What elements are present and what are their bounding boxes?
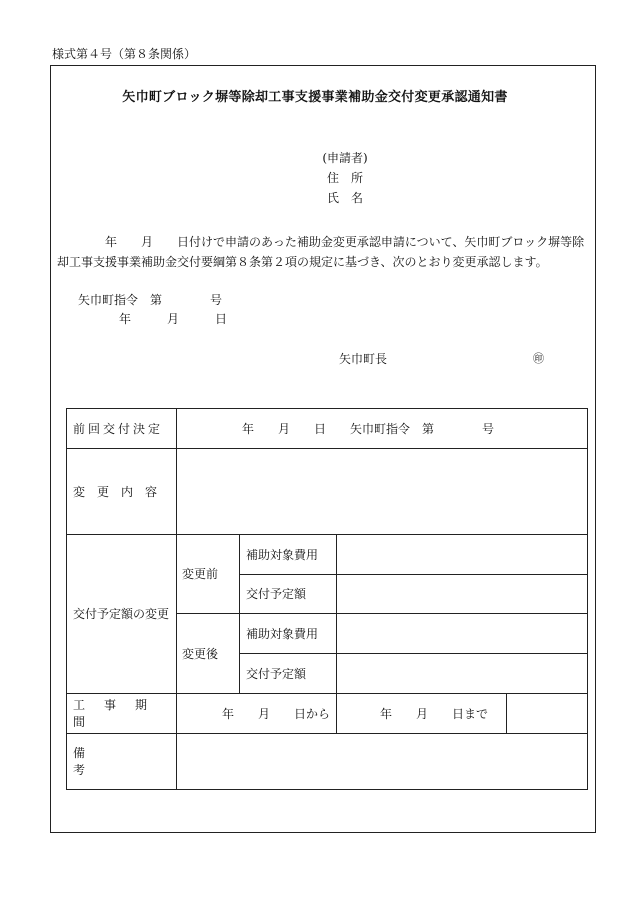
period-label: 工事期間 bbox=[73, 698, 167, 729]
mayor-title: 矢巾町長 bbox=[339, 352, 388, 366]
before-eligible-cost-field[interactable] bbox=[337, 534, 587, 574]
after-label: 変更後 bbox=[182, 646, 219, 661]
applicant-address-label: 住 所 bbox=[326, 171, 363, 185]
before-eligible-cost-label: 補助対象費用 bbox=[246, 547, 319, 562]
applicant-name-label: 氏 名 bbox=[326, 191, 363, 205]
prev-decision-value: 年 月 日 矢巾町指令 第 号 bbox=[242, 421, 495, 436]
document-title: 矢巾町ブロック塀等除却工事支援事業補助金交付変更承認通知書 bbox=[122, 90, 508, 105]
after-eligible-cost-field[interactable] bbox=[337, 613, 587, 653]
details-table bbox=[66, 408, 588, 790]
after-planned-amount-field[interactable] bbox=[337, 653, 587, 693]
body-text: 年 月 日付けで申請のあった補助金変更承認申請について、矢巾町ブロック塀等除却工事支援事業補助金交付要綱第８条第２項の規定に基づき、次のとおり変更承認します。 bbox=[57, 235, 585, 269]
after-planned-amount-label: 交付予定額 bbox=[246, 666, 307, 681]
prev-decision-label: 前回交付決定 bbox=[73, 421, 164, 436]
amount-change-label: 交付予定額の変更 bbox=[73, 607, 170, 621]
change-content-label: 変更内容 bbox=[73, 484, 170, 499]
remarks-label: 備考 bbox=[73, 746, 160, 777]
body-paragraph bbox=[57, 232, 592, 272]
period-extra-field[interactable] bbox=[507, 693, 587, 733]
before-planned-amount-field[interactable] bbox=[337, 574, 587, 613]
mayor-seal: ㊞ bbox=[533, 352, 544, 365]
before-planned-amount-label: 交付予定額 bbox=[246, 587, 307, 601]
change-content-field[interactable] bbox=[177, 448, 587, 534]
after-eligible-cost-label: 補助対象費用 bbox=[246, 626, 319, 641]
applicant-heading: (申請者) bbox=[322, 151, 368, 165]
period-from: 年 月 日から bbox=[222, 706, 331, 721]
directive-number: 矢巾町指令 第 号 bbox=[78, 293, 223, 307]
before-label: 変更前 bbox=[182, 567, 219, 581]
directive-date: 年 月 日 bbox=[119, 312, 228, 326]
remarks-field[interactable] bbox=[177, 734, 587, 789]
form-number: 様式第４号（第８条関係） bbox=[52, 47, 197, 61]
period-to: 年 月 日まで bbox=[380, 706, 489, 721]
